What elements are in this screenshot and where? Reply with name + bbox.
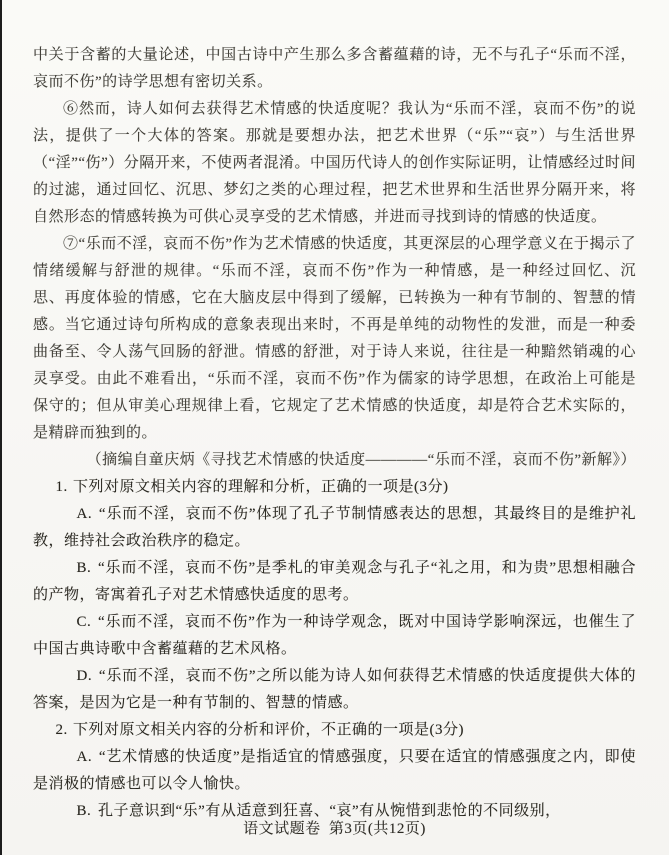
option-label: B. xyxy=(76,803,92,819)
option-text: “乐而不淫，哀而不伤”体现了孔子节制情感表达的思想，其最终目的是维护礼教，维持社会政治秩序的稳定。 xyxy=(33,506,636,549)
article-paragraph-continuation: 中关于含蓄的大量论述，中国古诗中产生那么多含蓄蕴藉的诗，无不与孔子“乐而不淫，哀而不伤”的诗学思想有密切关系。 xyxy=(33,47,636,90)
option-text: “乐而不淫，哀而不伤”是季札的审美观念与孔子“礼之用，和为贵”思想相融合的产物，寄寓着孔子对艺术情感快适度的思考。 xyxy=(33,560,636,603)
article-paragraph-6: ⑥然而，诗人如何去获得艺术情感的快适度呢？我认为“乐而不淫，哀而不伤”的说法，提供了一个大体的答案。那就是要想办法，把艺术世界（“乐”“哀”）与生活世界（“淫”“伤”）分隔开来，不使两者混淆。中国历代诗人的创作实际证明，让情感经过时间的过滤，通过回忆、沉思、梦幻之类的心理过程，把艺术世界和生活世界分隔开来，将自然形态的情感转换为可供心灵享受的艺术情感，并进而寻找到诗的情感的快适度。 xyxy=(33,101,636,225)
question-1 xyxy=(33,474,636,717)
option-label: A. xyxy=(76,749,93,765)
source-attribution: （摘编自童庆炳《寻找艺术情感的快适度————“乐而不淫，哀而不伤”新解》） xyxy=(86,452,636,468)
question-1-option-c xyxy=(33,609,636,663)
question-1-stem-text: 下列对原文相关内容的理解和分析，正确的一项是(3分) xyxy=(73,479,449,495)
option-text: “艺术情感的快适度”是指适宜的情感强度，只要在适宜的情感强度之内，即使是消极的情感也可以令人愉快。 xyxy=(33,749,636,792)
question-2-stem xyxy=(33,717,636,744)
option-text: “乐而不淫，哀而不伤”作为一种诗学观念，既对中国诗学影响深远，也催生了中国古典诗歌中含蓄蕴藉的艺术风格。 xyxy=(33,614,636,657)
footer-page-number: 第3页(共12页) xyxy=(328,821,426,837)
option-label: A. xyxy=(76,506,93,522)
article-body xyxy=(33,42,636,474)
scan-edge-line xyxy=(0,0,2,855)
option-label: C. xyxy=(76,614,92,630)
question-2-stem-text: 下列对原文相关内容的分析和评价，不正确的一项是(3分) xyxy=(73,722,464,738)
question-2 xyxy=(33,717,636,825)
footer-doc-title: 语文试题卷 xyxy=(243,821,321,837)
question-1-number: 1. xyxy=(55,479,68,495)
option-text: 孔子意识到“乐”有从适意到狂喜、“哀”有从惋惜到悲怆的不同级别， xyxy=(98,803,561,819)
question-2-number: 2. xyxy=(55,722,68,738)
page-content xyxy=(33,42,636,825)
option-label: B. xyxy=(76,560,92,576)
question-1-option-d xyxy=(33,663,636,717)
questions-section xyxy=(33,474,636,825)
option-text: “乐而不淫，哀而不伤”之所以能为诗人如何获得艺术情感的快适度提供大体的答案，是因为它是一种有节制的、智慧的情感。 xyxy=(33,668,636,711)
question-1-stem xyxy=(33,474,636,501)
option-label: D. xyxy=(76,668,93,684)
question-2-option-a xyxy=(33,744,636,798)
question-1-option-b xyxy=(33,555,636,609)
page-footer xyxy=(0,817,669,838)
article-paragraph-7: ⑦“乐而不淫，哀而不伤”作为艺术情感的快适度，其更深层的心理学意义在于揭示了情绪缓解与舒泄的规律。“乐而不淫，哀而不伤”作为一种情感，是一种经过回忆、沉思、再度体验的情感，它在大脑皮层中得到了缓解，已转换为一种有节制的、智慧的情感。当它通过诗句所构成的意象表现出来时，不再是单纯的动物性的发泄，而是一种委曲备至、令人荡气回肠的舒泄。情感的舒泄，对于诗人来说，往往是一种黯然销魂的心灵享受。由此不难看出，“乐而不淫，哀而不伤”作为儒家的诗学思想，在政治上可能是保守的；但从审美心理规律上看，它规定了艺术情感的快适度，却是符合艺术实际的，是精辟而独到的。 xyxy=(33,236,636,441)
question-1-option-a xyxy=(33,501,636,555)
